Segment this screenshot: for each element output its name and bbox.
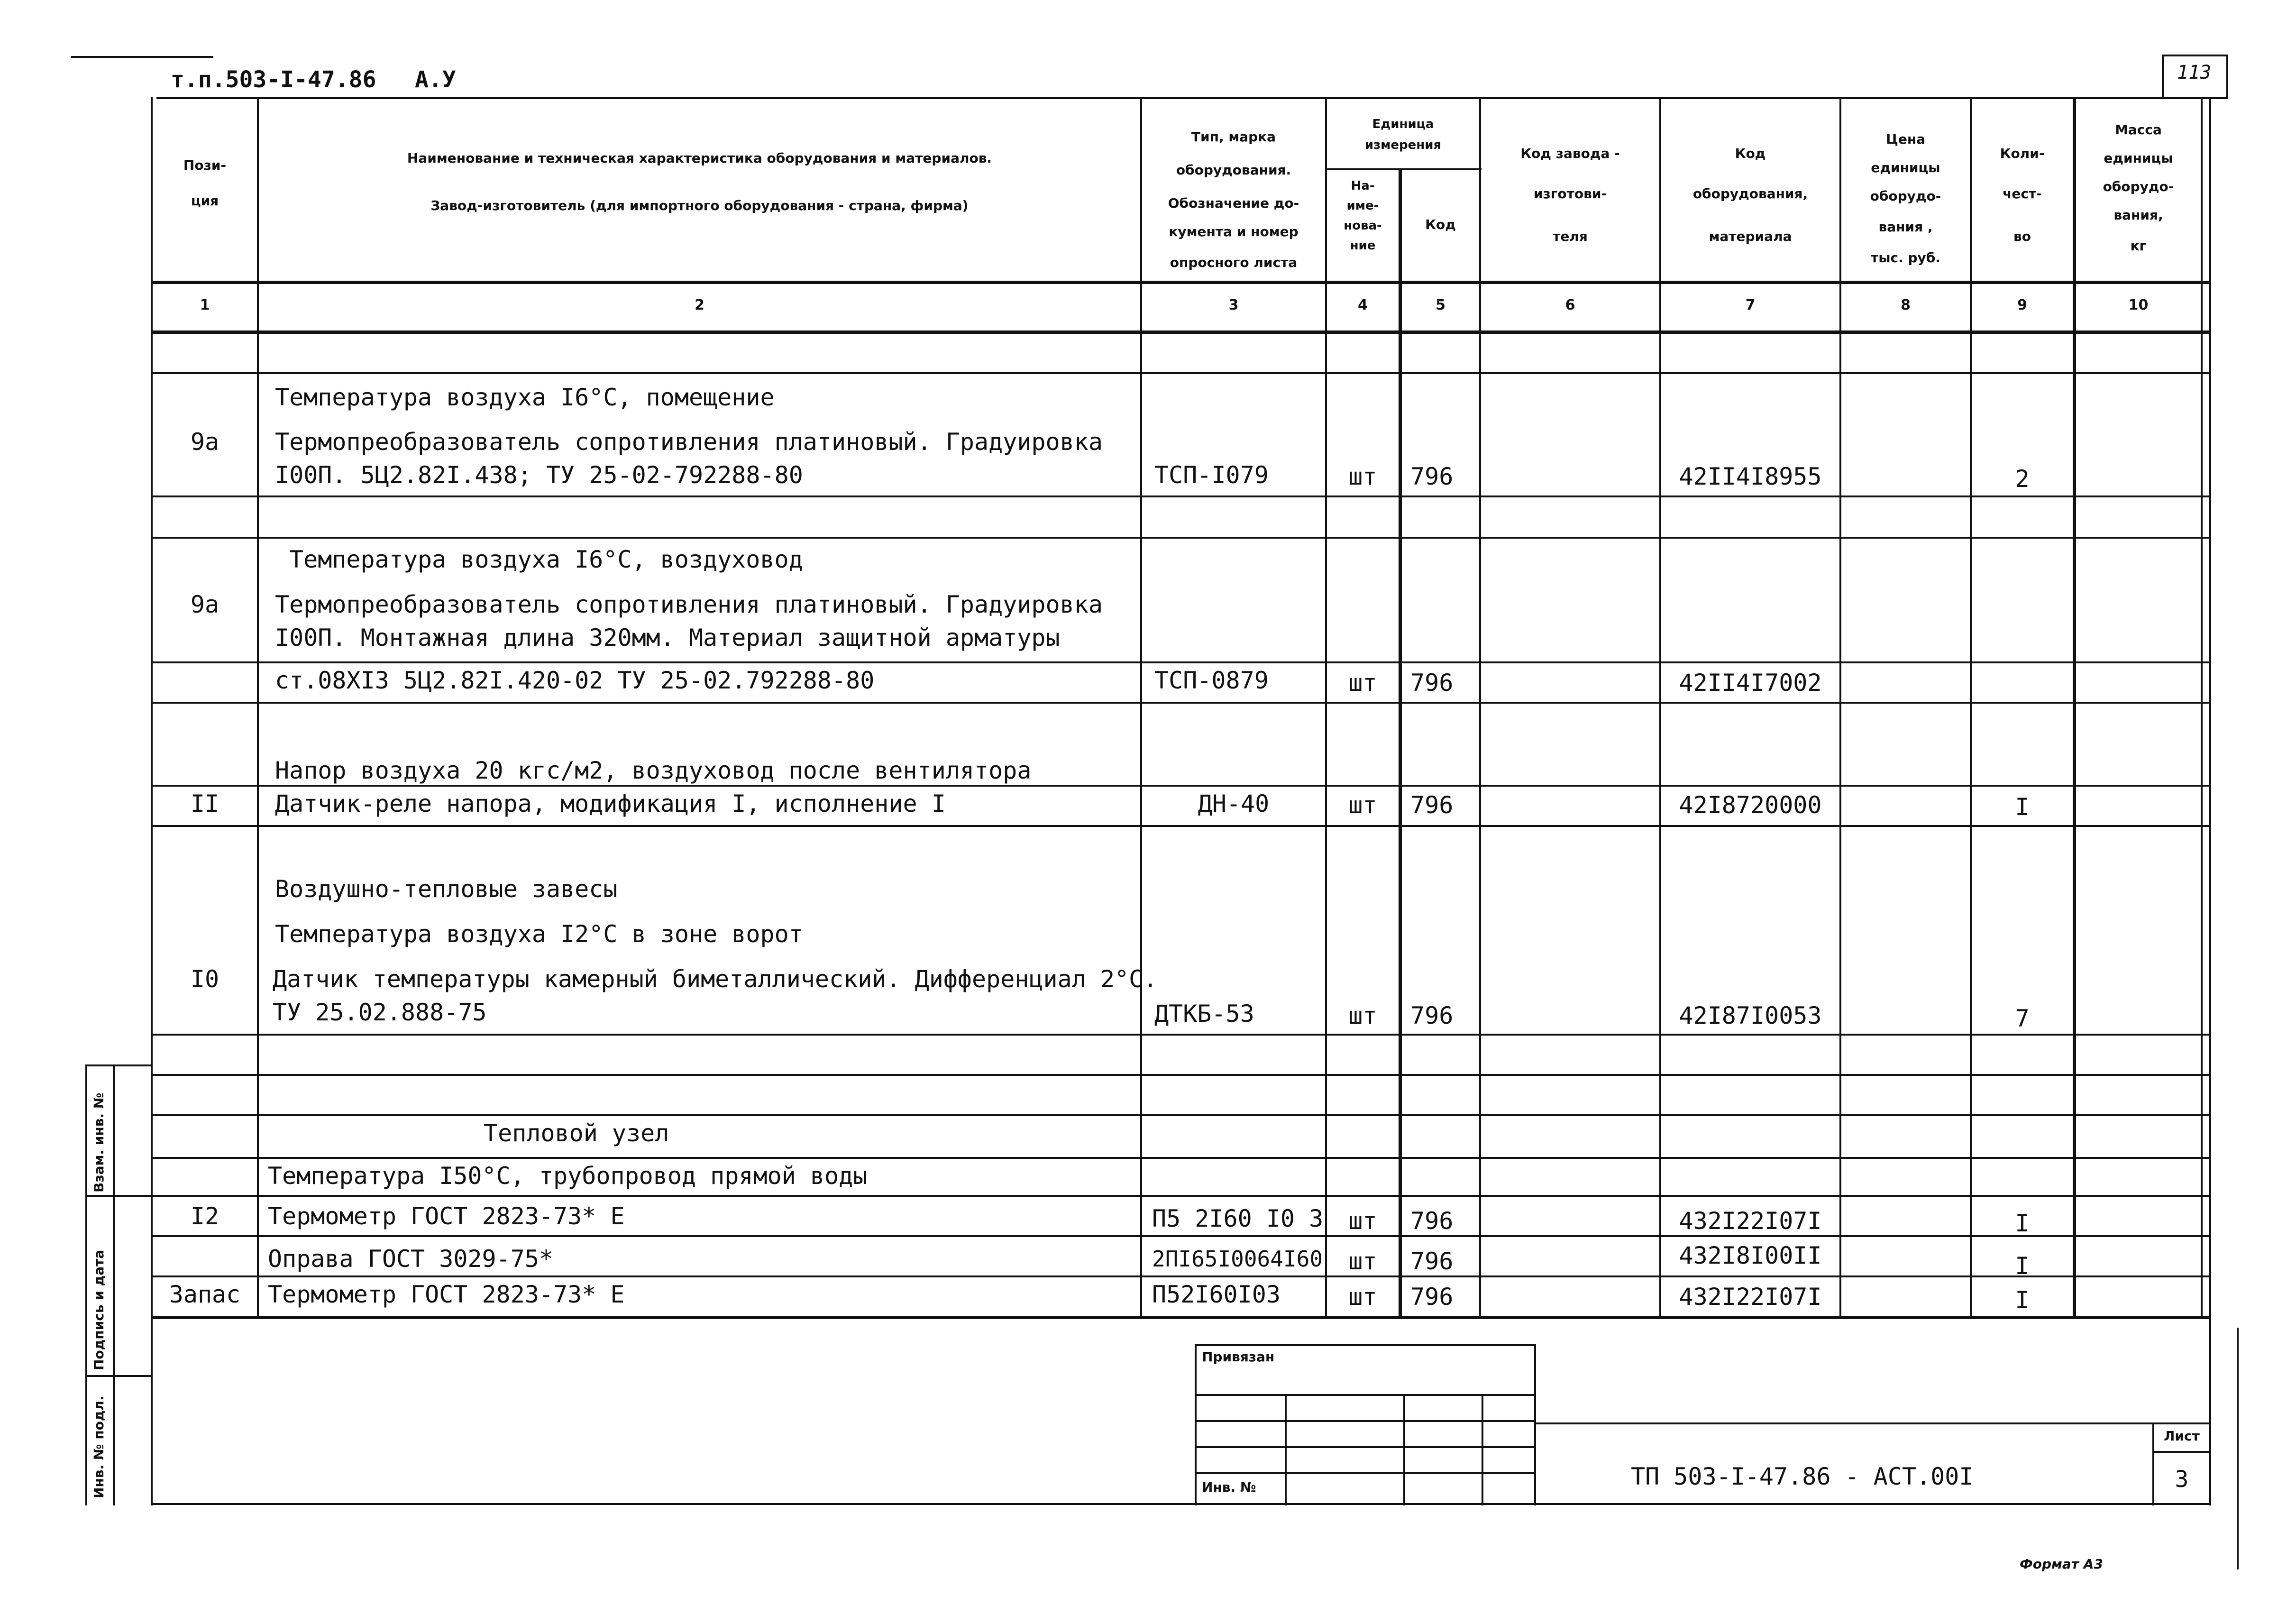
row-unit: шт bbox=[1348, 1002, 1377, 1029]
stamp-document-code: ТП 503-I-47.86 - АСТ.00I bbox=[1631, 1463, 1974, 1490]
hdr-type-3: Обозначение до- bbox=[1168, 195, 1299, 211]
hdr-equipment-2: оборудования, bbox=[1692, 186, 1808, 202]
side-stamp-line bbox=[85, 1064, 153, 1066]
hdr-position-2: ция bbox=[191, 193, 219, 209]
hdr-unit-name-2: име- bbox=[1346, 199, 1379, 213]
colnum-7: 7 bbox=[1745, 297, 1756, 313]
unit-subheader-divider bbox=[1325, 168, 1482, 170]
frame-corner-divider bbox=[2162, 55, 2164, 97]
side-label-inventory: Инв. № подл. bbox=[91, 1395, 107, 1498]
row-pos: Запас bbox=[169, 1281, 241, 1308]
row-unit-code: 796 bbox=[1410, 791, 1454, 819]
row-line bbox=[151, 1235, 2211, 1237]
row-unit-code: 796 bbox=[1410, 1002, 1454, 1029]
stamp-tied: Привязан bbox=[1202, 1349, 1275, 1365]
colnum-4: 4 bbox=[1358, 297, 1368, 313]
stamp-line bbox=[1195, 1344, 1536, 1346]
stamp-line bbox=[1195, 1420, 1536, 1422]
row-type: ТСП-I079 bbox=[1154, 461, 1269, 489]
colnum-divider bbox=[151, 330, 2211, 334]
row-equipment-code: 42II4I7002 bbox=[1679, 669, 1822, 697]
row-name: Датчик-реле напора, модификация I, исполнение I bbox=[275, 790, 946, 817]
row-equipment-code: 42I8720000 bbox=[1679, 791, 1822, 819]
row-unit-code: 796 bbox=[1410, 1283, 1454, 1311]
row-qty: I bbox=[2015, 1210, 2030, 1237]
row-pos: I2 bbox=[190, 1202, 220, 1230]
hdr-factory-3: теля bbox=[1553, 229, 1588, 244]
row-name: Воздушно-тепловые завесы bbox=[275, 875, 618, 903]
row-pos: I0 bbox=[190, 965, 220, 993]
hdr-qty-1: Коли- bbox=[2000, 146, 2045, 161]
row-pos: II bbox=[190, 790, 220, 817]
hdr-price-1: Цена bbox=[1885, 131, 1926, 147]
stamp-line bbox=[1285, 1394, 1287, 1505]
row-name: ст.08XI3 5Ц2.82I.420-02 ТУ 25-02.792288-80 bbox=[275, 667, 875, 694]
row-line bbox=[151, 702, 2211, 704]
side-stamp-mid bbox=[113, 1064, 115, 1505]
frame-stub bbox=[71, 56, 213, 58]
row-unit: шт bbox=[1348, 791, 1377, 819]
colnum-6: 6 bbox=[1565, 297, 1575, 313]
row-name: Напор воздуха 20 кгс/м2, воздуховод после вентилятора bbox=[275, 757, 1032, 784]
row-line bbox=[151, 1275, 2211, 1277]
row-line bbox=[151, 825, 2211, 827]
frame-bottom bbox=[151, 1503, 2211, 1505]
row-name: Оправа ГОСТ 3029-75* bbox=[268, 1245, 554, 1273]
stamp-line bbox=[1534, 1422, 2211, 1424]
col-divider-8 bbox=[1970, 97, 1972, 1318]
row-name: Температура воздуха I6°С, воздуховод bbox=[289, 546, 803, 573]
row-equipment-code: 42I87I0053 bbox=[1679, 1002, 1822, 1029]
col-divider-3 bbox=[1325, 97, 1327, 1318]
row-unit-code: 796 bbox=[1410, 463, 1454, 490]
row-line bbox=[151, 1074, 2211, 1076]
hdr-type-2: оборудования. bbox=[1176, 162, 1291, 178]
row-line bbox=[151, 1157, 2211, 1159]
stamp-sheet-number: 3 bbox=[2175, 1466, 2189, 1493]
col-divider-6 bbox=[1659, 97, 1661, 1318]
hdr-type-4: кумента и номер bbox=[1169, 224, 1299, 239]
stamp-line bbox=[1534, 1344, 1536, 1505]
colnum-2: 2 bbox=[695, 297, 704, 313]
album-code: А.У bbox=[415, 66, 456, 93]
colnum-10: 10 bbox=[2128, 297, 2149, 313]
row-name: Температура воздуха I6°С, помещение bbox=[275, 384, 775, 411]
hdr-price-4: вания , bbox=[1878, 219, 1933, 235]
stamp-sheet-label: Лист bbox=[2164, 1428, 2200, 1444]
side-stamp-line bbox=[85, 1195, 153, 1197]
hdr-qty-3: во bbox=[2013, 229, 2031, 244]
row-name: Температура I50°С, трубопровод прямой воды bbox=[268, 1162, 868, 1190]
row-unit-code: 796 bbox=[1410, 1248, 1454, 1275]
row-name: Термометр ГОСТ 2823-73* Е bbox=[268, 1281, 625, 1308]
row-pos: 9а bbox=[190, 591, 220, 618]
colnum-5: 5 bbox=[1436, 297, 1445, 313]
row-equipment-code: 42II4I8955 bbox=[1679, 463, 1822, 490]
row-name: I00П. Монтажная длина 320мм. Материал защитной арматуры bbox=[275, 624, 1060, 651]
row-line bbox=[151, 785, 2211, 787]
stamp-line bbox=[1195, 1394, 1536, 1396]
row-unit: шт bbox=[1348, 669, 1377, 697]
row-line bbox=[151, 1034, 2211, 1036]
hdr-unit-name-3: нова- bbox=[1344, 219, 1382, 233]
row-line bbox=[151, 1114, 2211, 1116]
frame-edge bbox=[2237, 1328, 2239, 1569]
row-name: Температура воздуха I2°С в зоне ворот bbox=[275, 920, 803, 948]
hdr-unit-name-4: ние bbox=[1350, 239, 1376, 253]
stamp-line bbox=[1195, 1446, 1536, 1448]
row-name: Термопреобразователь сопротивления платиновый. Градуировка bbox=[275, 591, 1103, 618]
row-line-last bbox=[151, 1316, 2211, 1319]
stamp-line bbox=[1482, 1394, 1483, 1505]
row-unit-code: 796 bbox=[1410, 1207, 1454, 1235]
document-code: т.п.503-I-47.86 bbox=[171, 66, 376, 93]
hdr-position-1: Пози- bbox=[183, 157, 227, 173]
row-unit: шт bbox=[1348, 1207, 1377, 1235]
hdr-qty-2: чест- bbox=[2003, 186, 2042, 202]
row-section-title: Тепловой узел bbox=[484, 1119, 669, 1147]
row-qty: I bbox=[2015, 793, 2030, 821]
hdr-unit: Единица измерения bbox=[1364, 117, 1442, 152]
hdr-factory-1: Код завода - bbox=[1520, 146, 1620, 161]
row-type: П52I60I03 bbox=[1152, 1281, 1281, 1308]
stamp-line bbox=[1195, 1472, 1536, 1474]
row-unit: шт bbox=[1348, 463, 1377, 490]
row-line bbox=[151, 1195, 2211, 1197]
hdr-equipment-3: материала bbox=[1709, 229, 1792, 244]
row-qty: 2 bbox=[2015, 465, 2030, 493]
side-stamp-left bbox=[85, 1064, 87, 1505]
sheet-corner-number: 113 bbox=[2177, 62, 2212, 83]
row-line bbox=[151, 495, 2211, 497]
side-label-signature: Подпись и дата bbox=[91, 1249, 107, 1370]
row-unit: шт bbox=[1348, 1248, 1377, 1275]
format-label: Формат А3 bbox=[2020, 1556, 2103, 1572]
col-divider-7 bbox=[1839, 97, 1841, 1318]
side-stamp-line bbox=[85, 1375, 153, 1377]
row-name: Датчик температуры камерный биметаллический. Дифференциал 2°С. bbox=[273, 965, 1158, 993]
hdr-mass-2: единицы bbox=[2104, 150, 2173, 166]
col-divider-1 bbox=[257, 97, 259, 1318]
row-equipment-code: 432I22I07I bbox=[1679, 1207, 1822, 1235]
row-line bbox=[151, 372, 2211, 374]
frame-top bbox=[156, 97, 2228, 99]
frame-corner-top bbox=[2162, 55, 2228, 56]
row-type: ДТКБ-53 bbox=[1154, 1000, 1254, 1028]
hdr-mass-5: кг bbox=[2130, 238, 2147, 254]
row-type: ТСП-0879 bbox=[1154, 667, 1269, 694]
row-name: Термометр ГОСТ 2823-73* Е bbox=[268, 1202, 625, 1230]
row-unit: шт bbox=[1348, 1283, 1377, 1311]
hdr-mass-4: вания, bbox=[2113, 207, 2163, 223]
col-divider-9 bbox=[2073, 97, 2076, 1318]
stamp-inventory: Инв. № bbox=[1202, 1479, 1256, 1495]
stamp-line bbox=[1403, 1394, 1405, 1505]
hdr-price-2: единицы bbox=[1871, 160, 1940, 175]
row-line bbox=[151, 661, 2211, 663]
row-name: ТУ 25.02.888-75 bbox=[273, 999, 487, 1026]
frame-right bbox=[2209, 97, 2211, 1505]
col-divider-2 bbox=[1140, 97, 1142, 1318]
row-equipment-code: 432I22I07I bbox=[1679, 1283, 1822, 1311]
colnum-8: 8 bbox=[1901, 297, 1911, 313]
row-equipment-code: 432I8I00II bbox=[1679, 1242, 1822, 1269]
frame-corner-right bbox=[2226, 55, 2228, 97]
hdr-equipment-1: Код bbox=[1735, 146, 1766, 161]
col-divider-10 bbox=[2201, 97, 2203, 1318]
row-type: 2ПI65I0064I60 bbox=[1152, 1246, 1323, 1272]
row-qty: I bbox=[2015, 1252, 2030, 1280]
hdr-mass-3: оборудо- bbox=[2103, 179, 2174, 194]
row-type: ДН-40 bbox=[1198, 790, 1270, 817]
row-qty: I bbox=[2015, 1286, 2030, 1314]
hdr-name-2: Завод-изготовитель (для импортного оборудования - страна, фирма) bbox=[430, 198, 969, 213]
hdr-price-3: оборудо- bbox=[1870, 188, 1941, 204]
row-pos: 9а bbox=[190, 428, 220, 456]
hdr-price-5: тыс. руб. bbox=[1870, 250, 1940, 266]
colnum-3: 3 bbox=[1228, 297, 1239, 313]
hdr-type-5: опросного листа bbox=[1170, 255, 1298, 270]
colnum-1: 1 bbox=[200, 297, 210, 313]
row-name: I00П. 5Ц2.82I.438; ТУ 25-02-792288-80 bbox=[275, 461, 803, 489]
hdr-unit-name-1: На- bbox=[1351, 179, 1375, 193]
row-unit-code: 796 bbox=[1410, 669, 1454, 697]
col-divider-5 bbox=[1479, 97, 1481, 1318]
hdr-unit-code: Код bbox=[1425, 217, 1456, 232]
header-divider bbox=[151, 281, 2211, 284]
row-type: П5 2I60 I0 3 bbox=[1152, 1205, 1324, 1232]
colnum-9: 9 bbox=[2017, 297, 2027, 313]
hdr-name-1: Наименование и техническая характеристика оборудования и материалов. bbox=[407, 150, 992, 166]
hdr-factory-2: изготови- bbox=[1533, 186, 1607, 202]
side-label-replacement: Взам. инв. № bbox=[91, 1092, 107, 1193]
stamp-line bbox=[2152, 1451, 2211, 1453]
row-line bbox=[151, 537, 2211, 539]
row-name: Термопреобразователь сопротивления платиновый. Градуировка bbox=[275, 428, 1103, 456]
hdr-mass-1: Масса bbox=[2115, 122, 2162, 138]
stamp-line bbox=[1195, 1344, 1197, 1505]
row-qty: 7 bbox=[2015, 1005, 2030, 1032]
col-divider-4 bbox=[1399, 168, 1402, 1318]
hdr-type-1: Тип, марка bbox=[1191, 129, 1276, 145]
